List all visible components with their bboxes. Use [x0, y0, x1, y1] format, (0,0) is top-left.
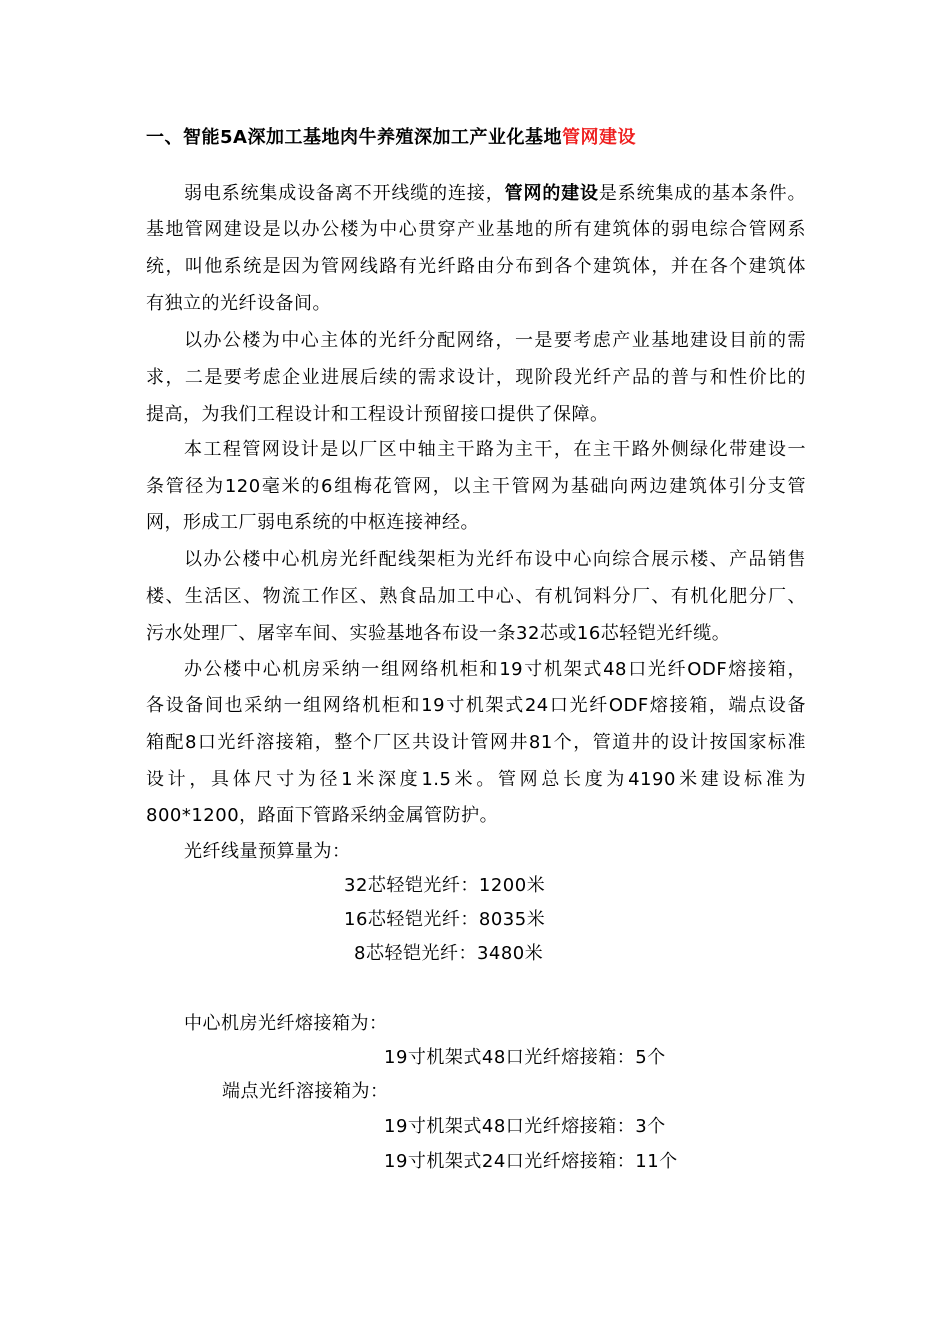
paragraph-4-line-2: 楼、生活区、物流工作区、熟食品加工中心、有机饲料分厂、有机化肥分厂、	[146, 586, 806, 607]
paragraph-3-line-1: 本工程管网设计是以厂区中轴主干路为主干，在主干路外侧绿化带建设一	[184, 439, 806, 460]
section-title-highlight: 管网建设	[561, 127, 636, 148]
paragraph-4-line-3: 污水处理厂、屠宰车间、实验基地各布设一条32芯或16芯轻铠光纤缆。	[146, 623, 731, 644]
bold-term: 管网的建设	[504, 183, 599, 204]
fiber-budget-item-3: 8芯轻铠光纤：3480米	[354, 943, 544, 964]
paragraph-5-line-1: 办公楼中心机房采纳一组网络机柜和19寸机架式48口光纤ODF熔接箱，	[184, 659, 806, 680]
paragraph-2-line-3: 提高，为我们工程设计和工程设计预留接口提供了保障。	[146, 404, 609, 425]
paragraph-1-line-1: 弱电系统集成设备离不开线缆的连接，管网的建设是系统集成的基本条件。	[184, 183, 806, 204]
endpoint-box-item-2: 19寸机架式24口光纤熔接箱：11个	[384, 1151, 678, 1172]
paragraph-5-line-5: 800*1200，路面下管路采纳金属管防护。	[146, 805, 499, 826]
paragraph-1-line-2: 基地管网建设是以办公楼为中心贯穿产业基地的所有建筑体的弱电综合管网系	[146, 219, 806, 240]
fiber-budget-heading: 光纤线量预算量为：	[184, 841, 351, 862]
endpoint-box-heading: 端点光纤溶接箱为：	[222, 1081, 389, 1102]
paragraph-3-line-2: 条管径为120毫米的6组梅花管网，以主干管网为基础向两边建筑体引分支管	[146, 476, 806, 497]
center-box-heading: 中心机房光纤熔接箱为：	[184, 1013, 388, 1034]
paragraph-2-line-1: 以办公楼为中心主体的光纤分配网络，一是要考虑产业基地建设目前的需	[184, 330, 806, 351]
center-box-item-1: 19寸机架式48口光纤熔接箱：5个	[384, 1047, 666, 1068]
section-title	[146, 126, 636, 150]
section-title-text: 一、智能5A深加工基地肉牛养殖深加工产业化基地	[146, 127, 562, 148]
paragraph-4-line-1: 以办公楼中心机房光纤配线架柜为光纤布设中心向综合展示楼、产品销售	[184, 549, 806, 570]
fiber-budget-item-2: 16芯轻铠光纤：8035米	[344, 909, 546, 930]
paragraph-1-line-3: 统，叫他系统是因为管网线路有光纤路由分布到各个建筑体，并在各个建筑体	[146, 256, 806, 277]
paragraph-1-line-4: 有独立的光纤设备间。	[146, 293, 331, 314]
paragraph-5-line-4: 设计，具体尺寸为径1米深度1.5米。管网总长度为4190米建设标准为	[146, 769, 806, 790]
paragraph-5-line-3: 箱配8口光纤溶接箱，整个厂区共设计管网井81个，管道井的设计按国家标准	[146, 732, 806, 753]
endpoint-box-item-1: 19寸机架式48口光纤熔接箱：3个	[384, 1116, 666, 1137]
paragraph-5-line-2: 各设备间也采纳一组网络机柜和19寸机架式24口光纤ODF熔接箱，端点设备	[146, 695, 806, 716]
paragraph-2-line-2: 求，二是要考虑企业进展后续的需求设计，现阶段光纤产品的普与和性价比的	[146, 367, 806, 388]
paragraph-3-line-3: 网，形成工厂弱电系统的中枢连接神经。	[146, 512, 479, 533]
fiber-budget-item-1: 32芯轻铠光纤：1200米	[344, 875, 546, 896]
